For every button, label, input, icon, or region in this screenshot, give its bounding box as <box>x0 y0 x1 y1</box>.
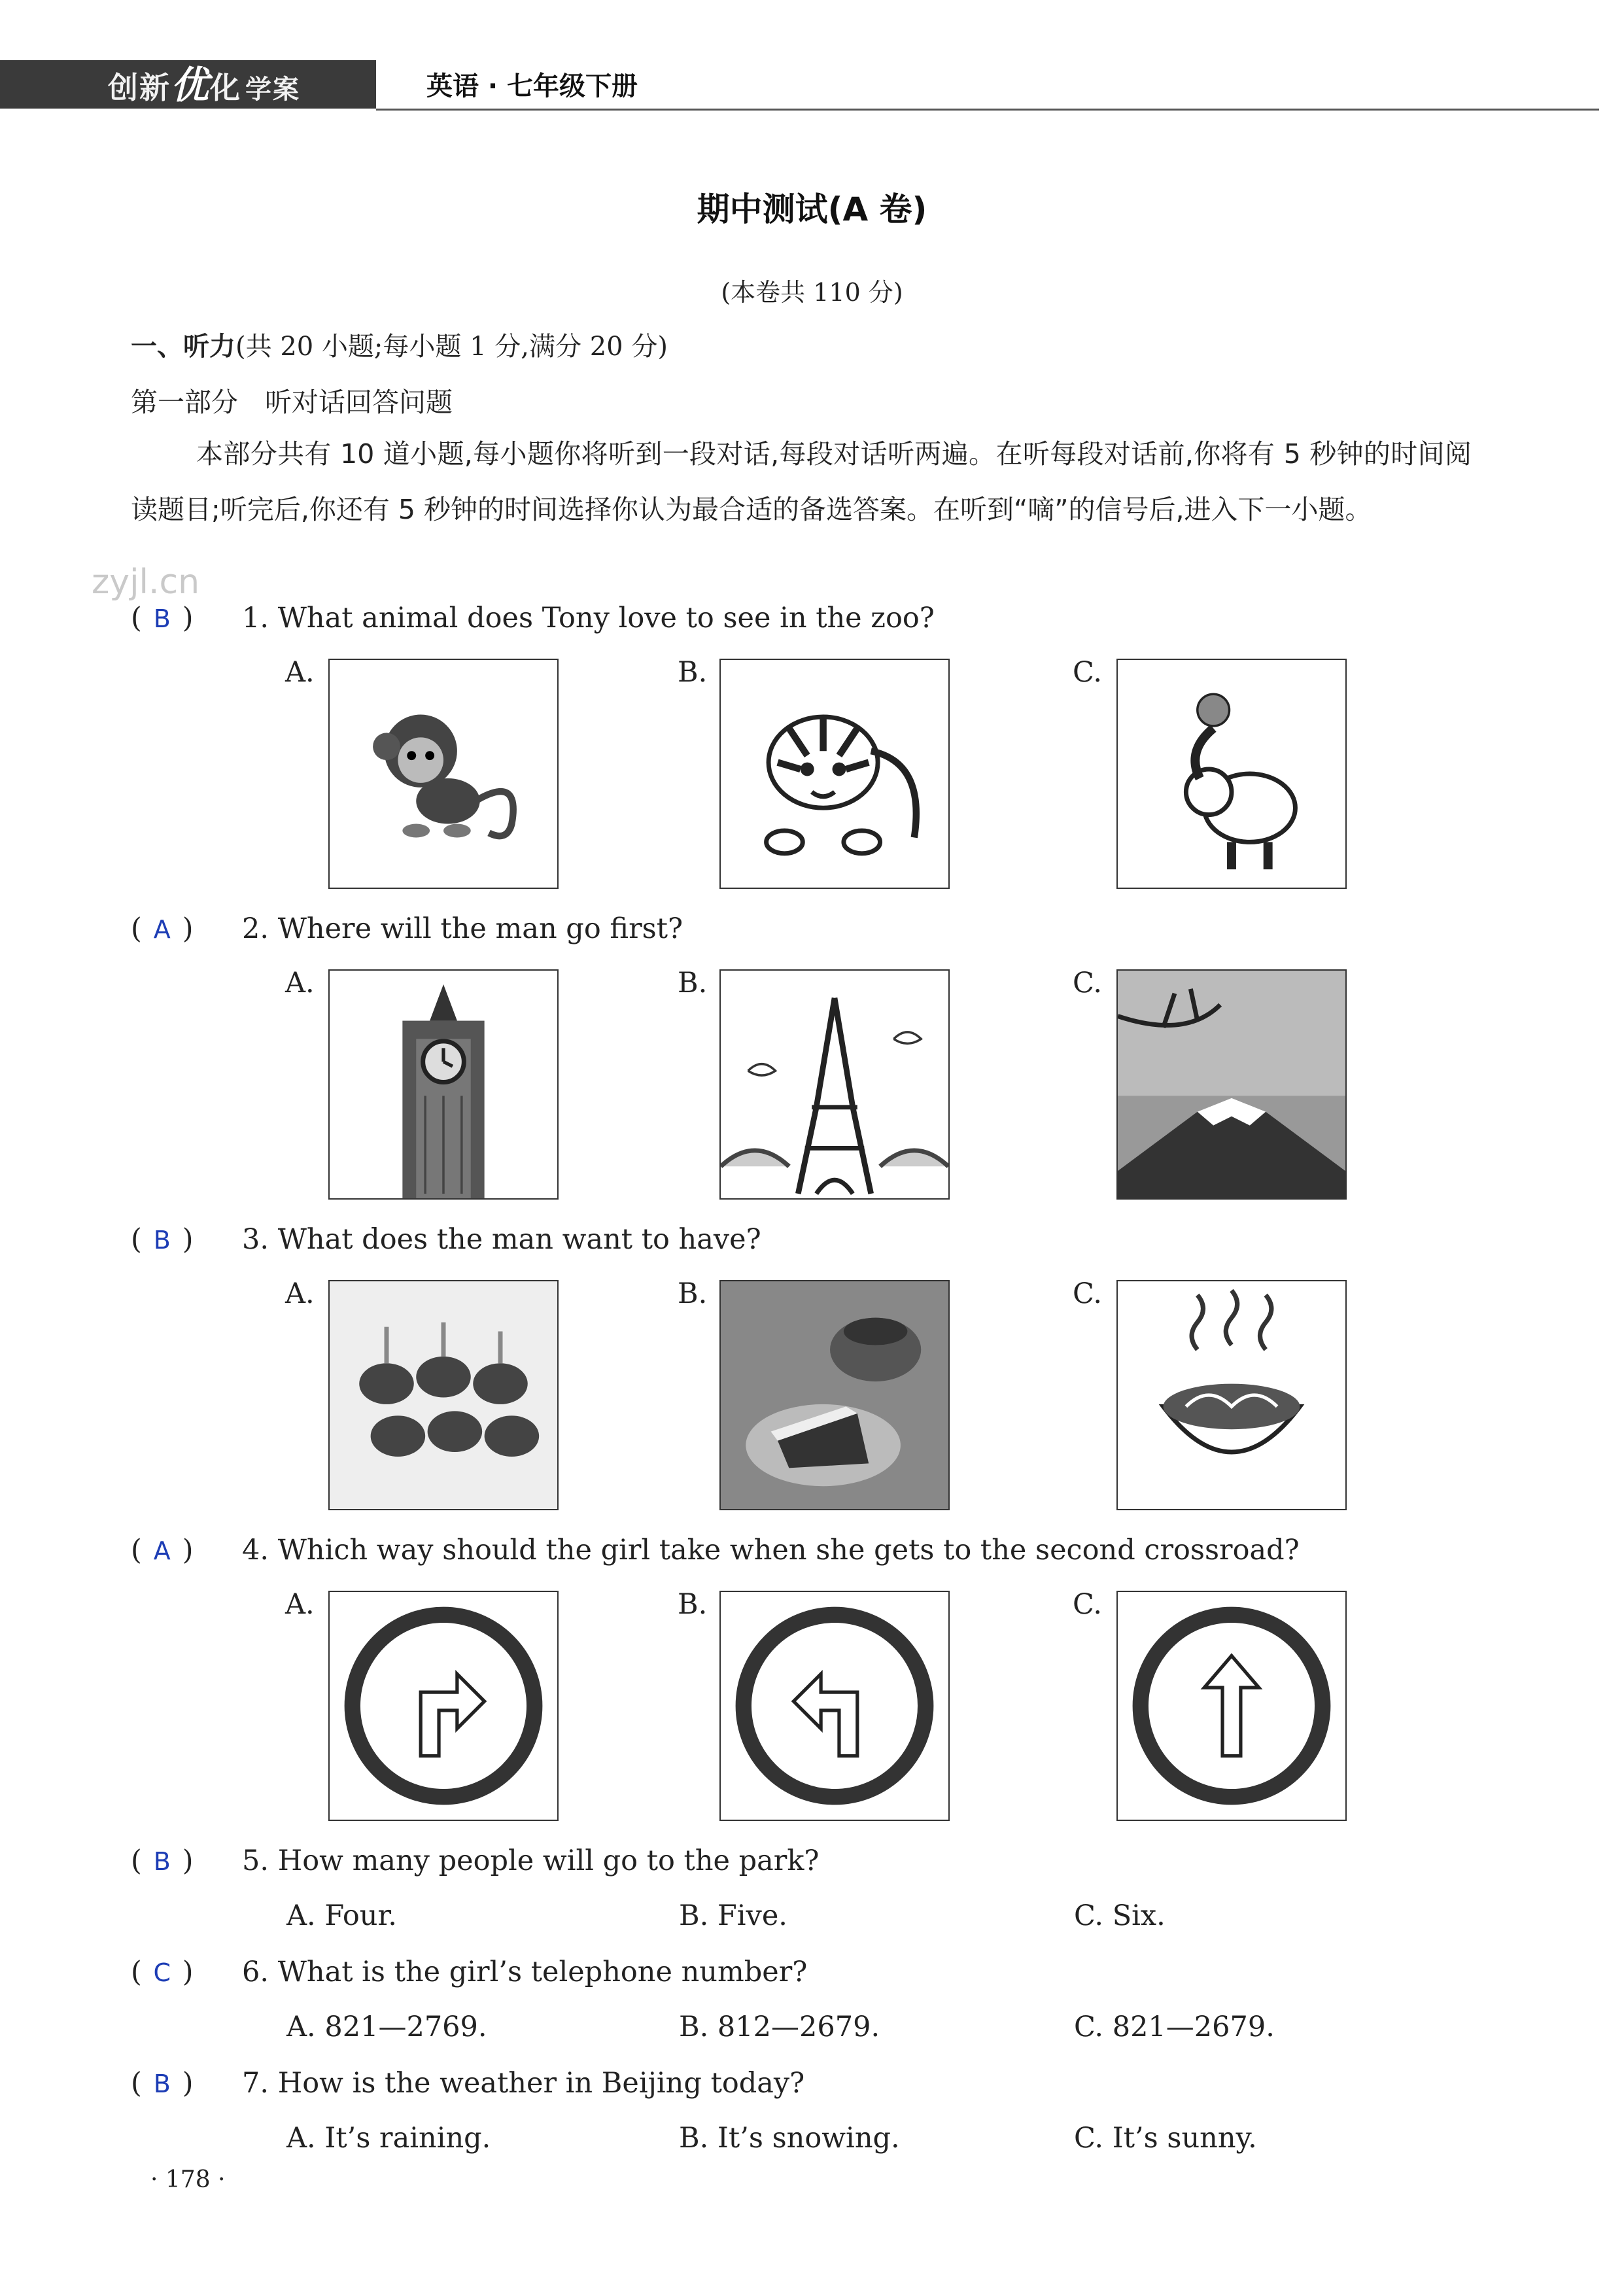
noodles-bowl-picture <box>1116 1280 1347 1510</box>
go-straight-sign <box>1116 1591 1347 1821</box>
option-a: A. Four. <box>286 1899 397 1932</box>
option-c: C. It’s sunny. <box>1074 2122 1257 2155</box>
question-4: ( A ) 4. Which way should the girl take when she gets to the second crossroad? <box>131 1534 1300 1567</box>
question-5: ( B ) 5. How many people will go to the park? <box>131 1844 820 1877</box>
subject-label: 英语 · 七年级下册 <box>426 71 638 101</box>
option-label: A. <box>285 1588 315 1621</box>
question-text: What does the man want to have? <box>277 1223 761 1256</box>
option-c: C. 821—2679. <box>1074 2011 1275 2043</box>
answer-mark: B <box>153 604 171 633</box>
mini-burgers-picture <box>328 1280 559 1510</box>
option-label: C. <box>1073 1277 1103 1310</box>
brand-logo: 创新优化 学案 <box>108 63 301 107</box>
question-3: ( B ) 3. What does the man want to have? <box>131 1223 761 1256</box>
answer-mark: B <box>153 2070 171 2098</box>
cake-and-coffee-picture <box>719 1280 950 1510</box>
question-1: ( B ) 1. What animal does Tony love to see in the zoo? <box>131 602 935 634</box>
question-6: ( C ) 6. What is the girl’s telephone number? <box>131 1956 808 1988</box>
page-title: 期中测试(A 卷) <box>697 190 927 228</box>
section-label: 一、听力 <box>131 332 235 362</box>
score-subtitle: (本卷共 110 分) <box>721 278 903 307</box>
question-text: How many people will go to the park? <box>277 1844 820 1877</box>
question-text: Where will the man go first? <box>277 912 683 945</box>
option-b: B. 812—2679. <box>679 2011 880 2043</box>
tiger-picture <box>719 659 950 889</box>
question-text: What is the girl’s telephone number? <box>277 1956 808 1988</box>
question-text: What animal does Tony love to see in the zoo? <box>277 602 935 634</box>
instructions-paragraph: 本部分共有 10 道小题,每小题你将听到一段对话,每段对话听两遍。在听每段对话前,你将有 5 秒钟的时间阅读题目;听完后,你还有 5 秒钟的时间选择你认为最合适的备选答案。在听到“嘀”的信号后,进入下一小题。 <box>131 438 1472 525</box>
header-rule <box>376 109 1599 111</box>
option-label: C. <box>1073 656 1103 689</box>
answer-mark: A <box>153 915 171 944</box>
option-label: C. <box>1073 1588 1103 1621</box>
turn-right-sign <box>328 1591 559 1821</box>
answer-mark: C <box>153 1958 171 1987</box>
big-ben-picture <box>328 969 559 1200</box>
answer-mark: B <box>153 1226 171 1255</box>
option-a: A. It’s raining. <box>286 2122 491 2155</box>
option-b: B. It’s snowing. <box>679 2122 900 2155</box>
question-7: ( B ) 7. How is the weather in Beijing today? <box>131 2067 805 2100</box>
watermark: zyjl.cn <box>92 563 200 602</box>
option-label: B. <box>678 656 708 689</box>
turn-left-sign <box>719 1591 950 1821</box>
option-c: C. Six. <box>1074 1899 1166 1932</box>
answer-mark: B <box>153 1847 171 1876</box>
option-label: A. <box>285 1277 315 1310</box>
option-label: B. <box>678 967 708 999</box>
question-text: Which way should the girl take when she gets to the second crossroad? <box>277 1534 1300 1567</box>
question-text: How is the weather in Beijing today? <box>277 2067 805 2100</box>
mount-fuji-picture <box>1116 969 1347 1200</box>
option-label: B. <box>678 1588 708 1621</box>
option-label: B. <box>678 1277 708 1310</box>
section-detail: (共 20 小题;每小题 1 分,满分 20 分) <box>235 332 668 362</box>
option-label: A. <box>285 967 315 999</box>
part-heading: 第一部分 听对话回答问题 <box>131 387 453 418</box>
option-label: A. <box>285 656 315 689</box>
answer-mark: A <box>153 1536 171 1565</box>
option-label: C. <box>1073 967 1103 999</box>
option-b: B. Five. <box>679 1899 787 1932</box>
elephant-with-ball-picture <box>1116 659 1347 889</box>
page-number: · 178 · <box>150 2166 226 2193</box>
monkey-picture <box>328 659 559 889</box>
eiffel-tower-picture <box>719 969 950 1200</box>
question-2: ( A ) 2. Where will the man go first? <box>131 912 683 945</box>
section-heading <box>131 326 668 363</box>
option-a: A. 821—2769. <box>286 2011 487 2043</box>
